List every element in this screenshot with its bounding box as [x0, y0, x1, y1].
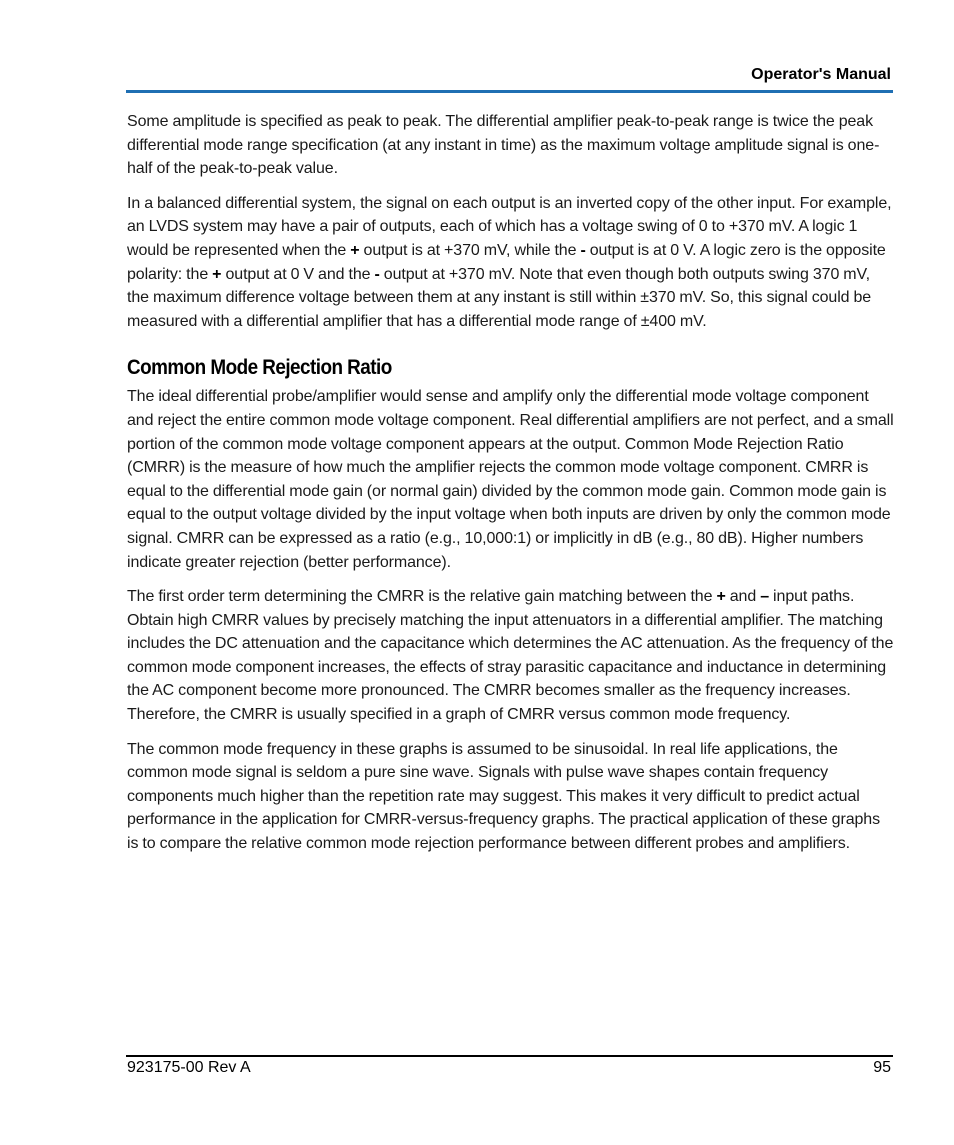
- page-body: [127, 110, 895, 867]
- section-heading: Common Mode Rejection Ratio: [127, 356, 392, 380]
- plus-symbol: +: [212, 265, 222, 283]
- header-rule: [126, 90, 893, 93]
- balanced-text-2: output is at +370 mV, while the: [359, 241, 581, 259]
- cmrr-text-2a: The first order term determining the CMRR is the relative gain matching between the: [127, 588, 717, 606]
- cmrr-text-2b: and: [725, 588, 761, 606]
- balanced-paragraph: [127, 192, 895, 334]
- balanced-text-5: output at +370 mV. Note that even though both outputs swing 370 mV, the maximum difference voltage between them at any instant is still within ±370 mV. So, this signal could be measured with a differential amplifier that has a differential mode range of ±400 mV.: [127, 265, 872, 330]
- cmrr-paragraph-3: The common mode frequency in these graphs is assumed to be sinusoidal. In real life applications, the common mode signal is seldom a pure sine wave. Signals with pulse wave shapes contain frequency components much higher than the repetition rate may suggest. This makes it very difficult to predict actual performance in the application for CMRR-versus-frequency graphs. The practical application of these graphs is to compare the relative common mode rejection performance between different probes and amplifiers.: [127, 740, 881, 853]
- balanced-text-3: output is at 0 V. A logic zero is the opposite polarity: the: [127, 241, 886, 283]
- footer-rule: [126, 1055, 893, 1057]
- balanced-text-4: output at 0 V and the: [221, 265, 375, 283]
- intro-paragraph: Some amplitude is specified as peak to peak. The differential amplifier peak-to-peak range is twice the peak differential mode range specification (at any instant in time) as the maximum voltage amplitude signal is one-half of the peak-to-peak value.: [127, 113, 880, 178]
- footer-document-id: 923175-00 Rev A: [127, 1059, 251, 1076]
- footer-page-number: 95: [873, 1059, 891, 1076]
- plus-symbol: +: [716, 588, 726, 606]
- minus-symbol: -: [374, 265, 380, 283]
- cmrr-text-2c: input paths. Obtain high CMRR values by precisely matching the input attenuators in a differential amplifier. The matching includes the DC attenuation and the capacitance which determines the AC attenuation. As the frequency of the common mode component increases, the effects of stray parasitic capacitance and inductance in determining the AC component become more pronounced. The CMRR becomes smaller as the frequency increases. Therefore, the CMRR is usually specified in a graph of CMRR versus common mode frequency.: [127, 588, 894, 724]
- cmrr-paragraph-1: The ideal differential probe/amplifier would sense and amplify only the differential mode voltage component and reject the entire common mode voltage component. Real differential amplifiers are not perfect, and a small portion of the common mode voltage component appears at the output. Common Mode Rejection Ratio (CMRR) is the measure of how much the amplifier rejects the common mode voltage component. CMRR is equal to the differential mode gain (or normal gain) divided by the common mode gain. Common mode gain is equal to the output voltage divided by the input voltage when both inputs are driven by only the common mode signal. CMRR can be expressed as a ratio (e.g., 10,000:1) or implicitly in dB (e.g., 80 dB). Higher numbers indicate greater rejection (better performance).: [127, 388, 894, 571]
- minus-symbol: -: [580, 241, 586, 259]
- plus-symbol: +: [350, 241, 360, 259]
- minus-symbol: –: [760, 588, 770, 606]
- balanced-text-1: In a balanced differential system, the signal on each output is an inverted copy of the other input. For example, an LVDS system may have a pair of outputs, each of which has a voltage swing of 0 to +370 mV. A logic 1 would be represented when the: [127, 194, 892, 259]
- running-header-title: Operator's Manual: [751, 66, 891, 83]
- cmrr-paragraph-2: [127, 585, 895, 727]
